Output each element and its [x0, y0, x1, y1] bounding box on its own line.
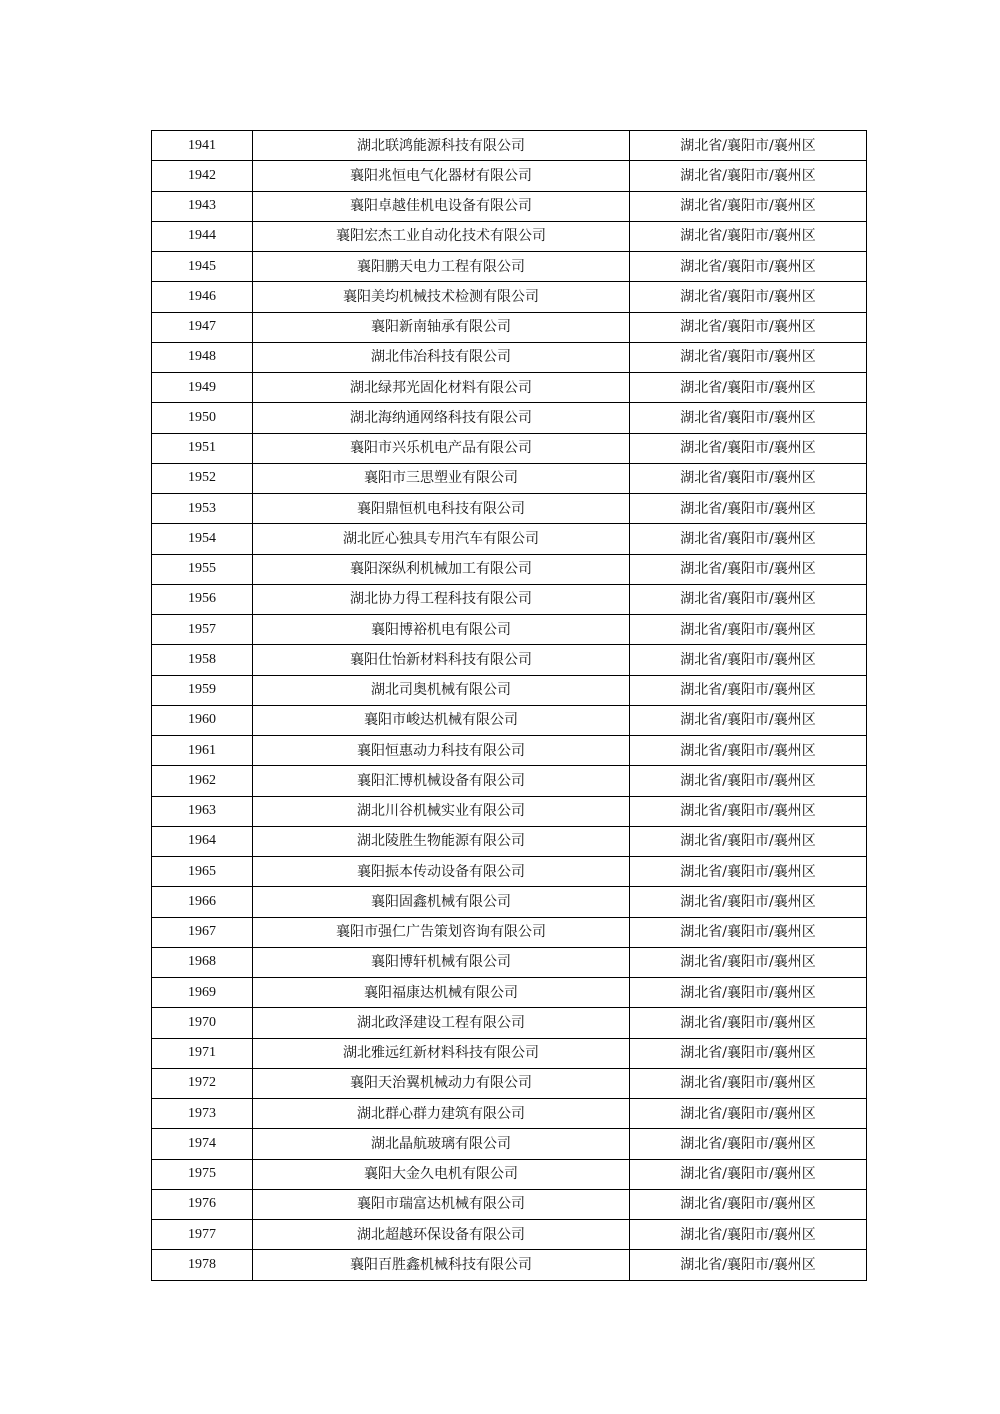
row-number: 1953 — [152, 494, 253, 524]
row-number: 1968 — [152, 947, 253, 977]
table-row — [152, 1129, 867, 1159]
region-cell: 湖北省/襄阳市/襄州区 — [630, 433, 867, 463]
table-row — [152, 826, 867, 856]
region-cell: 湖北省/襄阳市/襄州区 — [630, 705, 867, 735]
table-row — [152, 191, 867, 221]
region-cell: 湖北省/襄阳市/襄州区 — [630, 736, 867, 766]
company-name: 襄阳大金久电机有限公司 — [253, 1159, 630, 1189]
table-row — [152, 917, 867, 947]
region-cell: 湖北省/襄阳市/襄州区 — [630, 766, 867, 796]
region-cell: 湖北省/襄阳市/襄州区 — [630, 463, 867, 493]
region-cell: 湖北省/襄阳市/襄州区 — [630, 1129, 867, 1159]
company-name: 襄阳美均机械技术检测有限公司 — [253, 282, 630, 312]
company-name: 襄阳百胜鑫机械科技有限公司 — [253, 1250, 630, 1280]
region-cell: 湖北省/襄阳市/襄州区 — [630, 221, 867, 251]
company-name: 襄阳博轩机械有限公司 — [253, 947, 630, 977]
table-row — [152, 312, 867, 342]
table-row — [152, 221, 867, 251]
table-row — [152, 494, 867, 524]
row-number: 1971 — [152, 1038, 253, 1068]
company-name: 襄阳固鑫机械有限公司 — [253, 887, 630, 917]
row-number: 1941 — [152, 131, 253, 161]
company-name: 湖北政泽建设工程有限公司 — [253, 1008, 630, 1038]
table-row — [152, 1038, 867, 1068]
table-row — [152, 1250, 867, 1280]
table-row — [152, 373, 867, 403]
company-name: 湖北绿邦光固化材料有限公司 — [253, 373, 630, 403]
table-row — [152, 131, 867, 161]
row-number: 1969 — [152, 978, 253, 1008]
company-name: 襄阳鼎恒机电科技有限公司 — [253, 494, 630, 524]
region-cell: 湖北省/襄阳市/襄州区 — [630, 917, 867, 947]
row-number: 1948 — [152, 342, 253, 372]
company-name: 襄阳市瑞富达机械有限公司 — [253, 1189, 630, 1219]
region-cell: 湖北省/襄阳市/襄州区 — [630, 978, 867, 1008]
company-name: 襄阳新南轴承有限公司 — [253, 312, 630, 342]
table-row — [152, 403, 867, 433]
region-cell: 湖北省/襄阳市/襄州区 — [630, 857, 867, 887]
region-cell: 湖北省/襄阳市/襄州区 — [630, 584, 867, 614]
row-number: 1950 — [152, 403, 253, 433]
row-number: 1949 — [152, 373, 253, 403]
row-number: 1962 — [152, 766, 253, 796]
company-name: 襄阳市强仁广告策划咨询有限公司 — [253, 917, 630, 947]
company-name: 襄阳市峻达机械有限公司 — [253, 705, 630, 735]
company-name: 湖北伟冶科技有限公司 — [253, 342, 630, 372]
table-row — [152, 161, 867, 191]
table-row — [152, 342, 867, 372]
region-cell: 湖北省/襄阳市/襄州区 — [630, 1008, 867, 1038]
table-row — [152, 1068, 867, 1098]
company-name: 襄阳兆恒电气化器材有限公司 — [253, 161, 630, 191]
region-cell: 湖北省/襄阳市/襄州区 — [630, 342, 867, 372]
region-cell: 湖北省/襄阳市/襄州区 — [630, 1159, 867, 1189]
company-name: 襄阳卓越佳机电设备有限公司 — [253, 191, 630, 221]
company-name: 湖北协力得工程科技有限公司 — [253, 584, 630, 614]
company-name: 湖北匠心独具专用汽车有限公司 — [253, 524, 630, 554]
table-row — [152, 736, 867, 766]
table-row — [152, 978, 867, 1008]
company-name: 湖北陵胜生物能源有限公司 — [253, 826, 630, 856]
table-row — [152, 766, 867, 796]
region-cell: 湖北省/襄阳市/襄州区 — [630, 1189, 867, 1219]
row-number: 1957 — [152, 615, 253, 645]
company-name: 襄阳仕怡新材料科技有限公司 — [253, 645, 630, 675]
region-cell: 湖北省/襄阳市/襄州区 — [630, 252, 867, 282]
company-name: 襄阳天治翼机械动力有限公司 — [253, 1068, 630, 1098]
table-row — [152, 887, 867, 917]
row-number: 1945 — [152, 252, 253, 282]
row-number: 1944 — [152, 221, 253, 251]
row-number: 1946 — [152, 282, 253, 312]
company-name: 襄阳市三思塑业有限公司 — [253, 463, 630, 493]
region-cell: 湖北省/襄阳市/襄州区 — [630, 554, 867, 584]
company-name: 襄阳恒惠动力科技有限公司 — [253, 736, 630, 766]
row-number: 1967 — [152, 917, 253, 947]
region-cell: 湖北省/襄阳市/襄州区 — [630, 373, 867, 403]
company-name: 襄阳汇博机械设备有限公司 — [253, 766, 630, 796]
region-cell: 湖北省/襄阳市/襄州区 — [630, 1068, 867, 1098]
row-number: 1942 — [152, 161, 253, 191]
table-row — [152, 1220, 867, 1250]
table-row — [152, 524, 867, 554]
table-row — [152, 1008, 867, 1038]
row-number: 1973 — [152, 1099, 253, 1129]
region-cell: 湖北省/襄阳市/襄州区 — [630, 282, 867, 312]
company-name: 襄阳深纵利机械加工有限公司 — [253, 554, 630, 584]
company-name: 襄阳宏杰工业自动化技术有限公司 — [253, 221, 630, 251]
row-number: 1959 — [152, 675, 253, 705]
row-number: 1976 — [152, 1189, 253, 1219]
company-name: 湖北联鸿能源科技有限公司 — [253, 131, 630, 161]
row-number: 1951 — [152, 433, 253, 463]
table-row — [152, 645, 867, 675]
row-number: 1964 — [152, 826, 253, 856]
table-row — [152, 705, 867, 735]
company-name: 湖北晶航玻璃有限公司 — [253, 1129, 630, 1159]
region-cell: 湖北省/襄阳市/襄州区 — [630, 524, 867, 554]
region-cell: 湖北省/襄阳市/襄州区 — [630, 1250, 867, 1280]
table-row — [152, 282, 867, 312]
row-number: 1956 — [152, 584, 253, 614]
region-cell: 湖北省/襄阳市/襄州区 — [630, 826, 867, 856]
table-row — [152, 615, 867, 645]
company-table — [151, 130, 867, 1281]
table-row — [152, 675, 867, 705]
table-body — [152, 131, 867, 1281]
region-cell: 湖北省/襄阳市/襄州区 — [630, 312, 867, 342]
table-row — [152, 252, 867, 282]
company-name: 襄阳振本传动设备有限公司 — [253, 857, 630, 887]
company-name: 湖北群心群力建筑有限公司 — [253, 1099, 630, 1129]
region-cell: 湖北省/襄阳市/襄州区 — [630, 675, 867, 705]
region-cell: 湖北省/襄阳市/襄州区 — [630, 615, 867, 645]
row-number: 1977 — [152, 1220, 253, 1250]
table-row — [152, 947, 867, 977]
row-number: 1963 — [152, 796, 253, 826]
region-cell: 湖北省/襄阳市/襄州区 — [630, 1099, 867, 1129]
table-row — [152, 463, 867, 493]
row-number: 1958 — [152, 645, 253, 675]
row-number: 1974 — [152, 1129, 253, 1159]
region-cell: 湖北省/襄阳市/襄州区 — [630, 161, 867, 191]
row-number: 1943 — [152, 191, 253, 221]
row-number: 1965 — [152, 857, 253, 887]
company-name: 湖北司奥机械有限公司 — [253, 675, 630, 705]
row-number: 1947 — [152, 312, 253, 342]
company-name: 襄阳博裕机电有限公司 — [253, 615, 630, 645]
company-name: 湖北雅远红新材料科技有限公司 — [253, 1038, 630, 1068]
company-name: 湖北超越环保设备有限公司 — [253, 1220, 630, 1250]
region-cell: 湖北省/襄阳市/襄州区 — [630, 403, 867, 433]
table-row — [152, 1189, 867, 1219]
table-row — [152, 857, 867, 887]
row-number: 1955 — [152, 554, 253, 584]
table-row — [152, 584, 867, 614]
region-cell: 湖北省/襄阳市/襄州区 — [630, 796, 867, 826]
row-number: 1970 — [152, 1008, 253, 1038]
region-cell: 湖北省/襄阳市/襄州区 — [630, 494, 867, 524]
row-number: 1960 — [152, 705, 253, 735]
company-name: 襄阳福康达机械有限公司 — [253, 978, 630, 1008]
row-number: 1972 — [152, 1068, 253, 1098]
region-cell: 湖北省/襄阳市/襄州区 — [630, 1220, 867, 1250]
region-cell: 湖北省/襄阳市/襄州区 — [630, 191, 867, 221]
table-row — [152, 433, 867, 463]
table-row — [152, 796, 867, 826]
region-cell: 湖北省/襄阳市/襄州区 — [630, 645, 867, 675]
company-name: 湖北海纳通网络科技有限公司 — [253, 403, 630, 433]
company-name: 湖北川谷机械实业有限公司 — [253, 796, 630, 826]
row-number: 1978 — [152, 1250, 253, 1280]
row-number: 1975 — [152, 1159, 253, 1189]
row-number: 1952 — [152, 463, 253, 493]
company-name: 襄阳鹏天电力工程有限公司 — [253, 252, 630, 282]
region-cell: 湖北省/襄阳市/襄州区 — [630, 131, 867, 161]
region-cell: 湖北省/襄阳市/襄州区 — [630, 947, 867, 977]
region-cell: 湖北省/襄阳市/襄州区 — [630, 1038, 867, 1068]
row-number: 1966 — [152, 887, 253, 917]
table-row — [152, 1099, 867, 1129]
table-row — [152, 554, 867, 584]
company-name: 襄阳市兴乐机电产品有限公司 — [253, 433, 630, 463]
region-cell: 湖北省/襄阳市/襄州区 — [630, 887, 867, 917]
table-row — [152, 1159, 867, 1189]
row-number: 1961 — [152, 736, 253, 766]
row-number: 1954 — [152, 524, 253, 554]
